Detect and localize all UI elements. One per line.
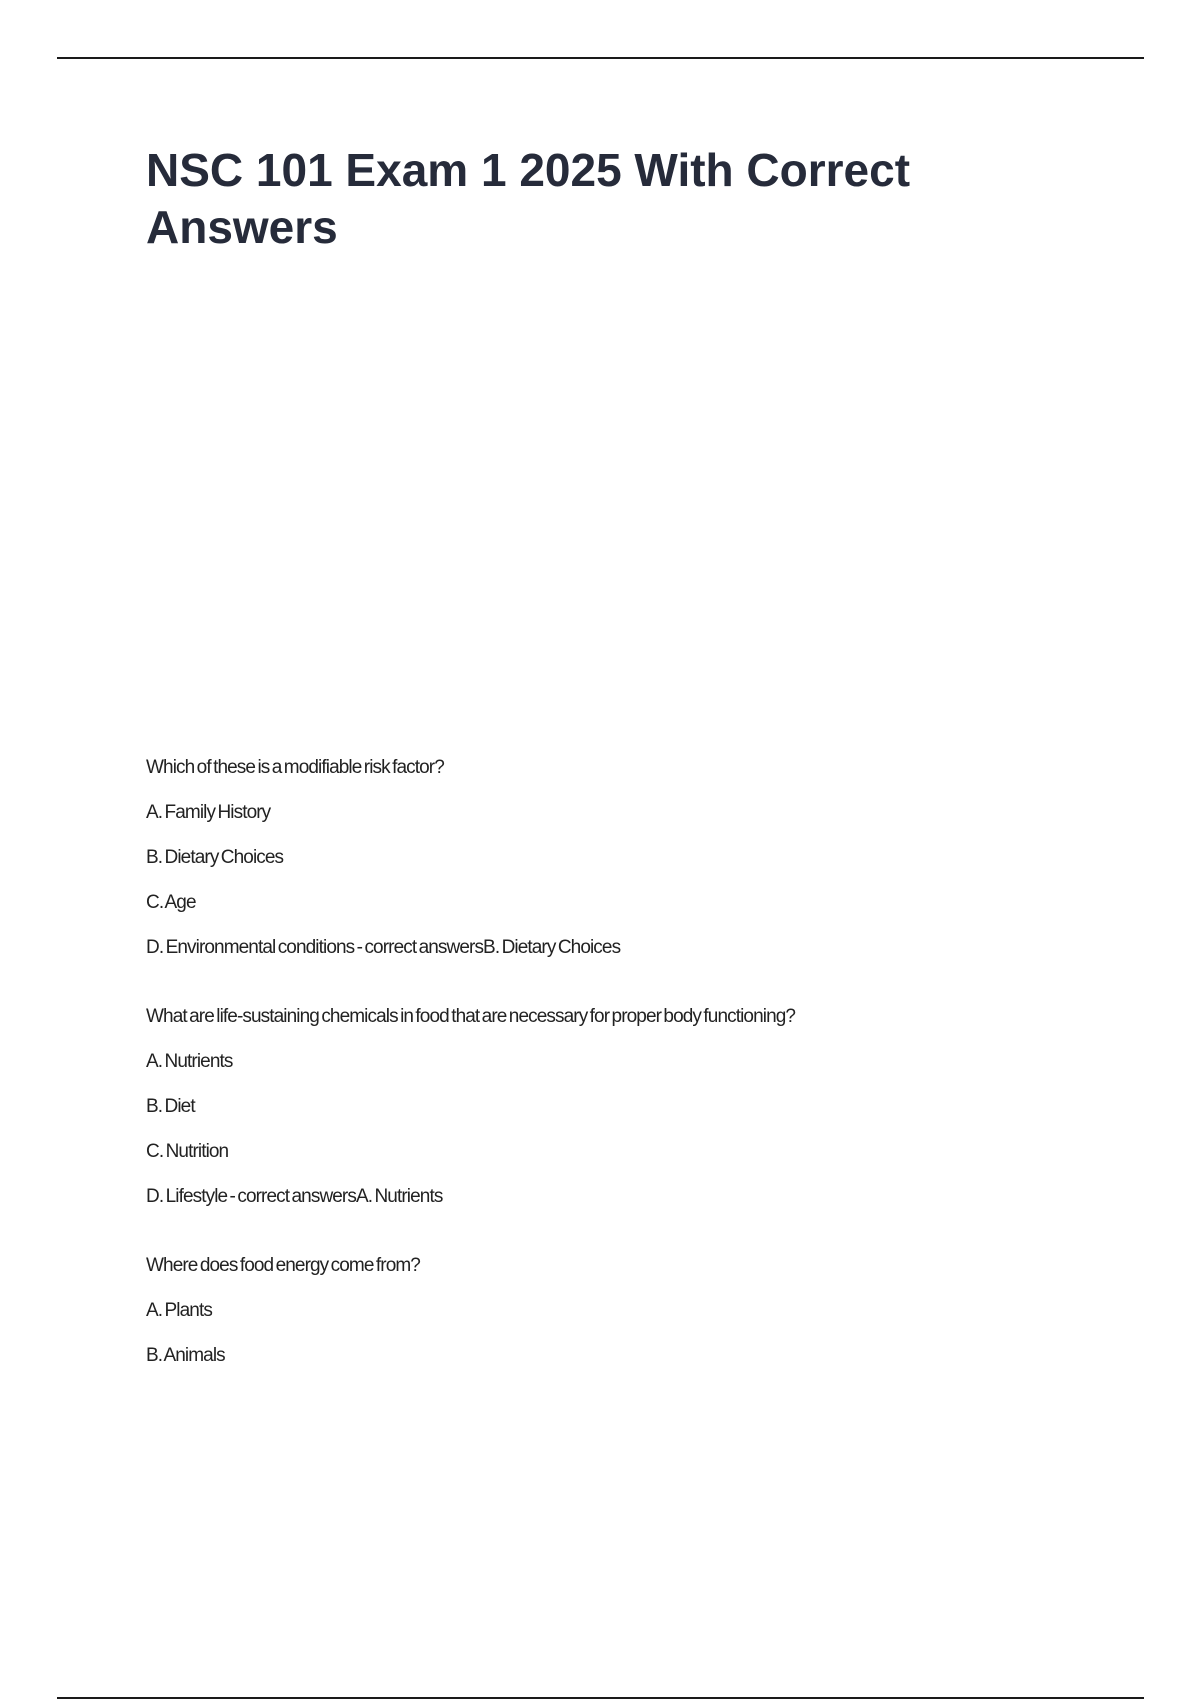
question-text: What are life-sustaining chemicals in food that are necessary for proper body functioning? (146, 1006, 796, 1027)
question-block-1 (146, 756, 1126, 959)
document-title: NSC 101 Exam 1 2025 With Correct Answers (146, 144, 911, 253)
question-text: Which of these is a modifiable risk factor? (146, 757, 444, 778)
answer-option: A. Plants (146, 1300, 212, 1321)
question-text: Where does food energy come from? (146, 1255, 420, 1276)
bottom-rule (57, 1697, 1144, 1699)
answer-option-with-correct-answer: D. Lifestyle - correct answersA. Nutrients (146, 1186, 443, 1207)
answer-option: A. Nutrients (146, 1051, 233, 1072)
answer-option: B. Dietary Choices (146, 847, 284, 868)
questions-section (146, 756, 1126, 1413)
answer-option: B. Diet (146, 1096, 195, 1117)
question-block-3 (146, 1254, 1126, 1367)
answer-option-with-correct-answer: D. Environmental conditions - correct answersB. Dietary Choices (146, 937, 621, 958)
answer-option: C. Age (146, 892, 196, 913)
answer-option: A. Family History (146, 802, 271, 823)
question-block-2 (146, 1005, 1126, 1208)
top-rule (57, 57, 1144, 59)
answer-option: B. Animals (146, 1345, 225, 1366)
answer-option: C. Nutrition (146, 1141, 229, 1162)
